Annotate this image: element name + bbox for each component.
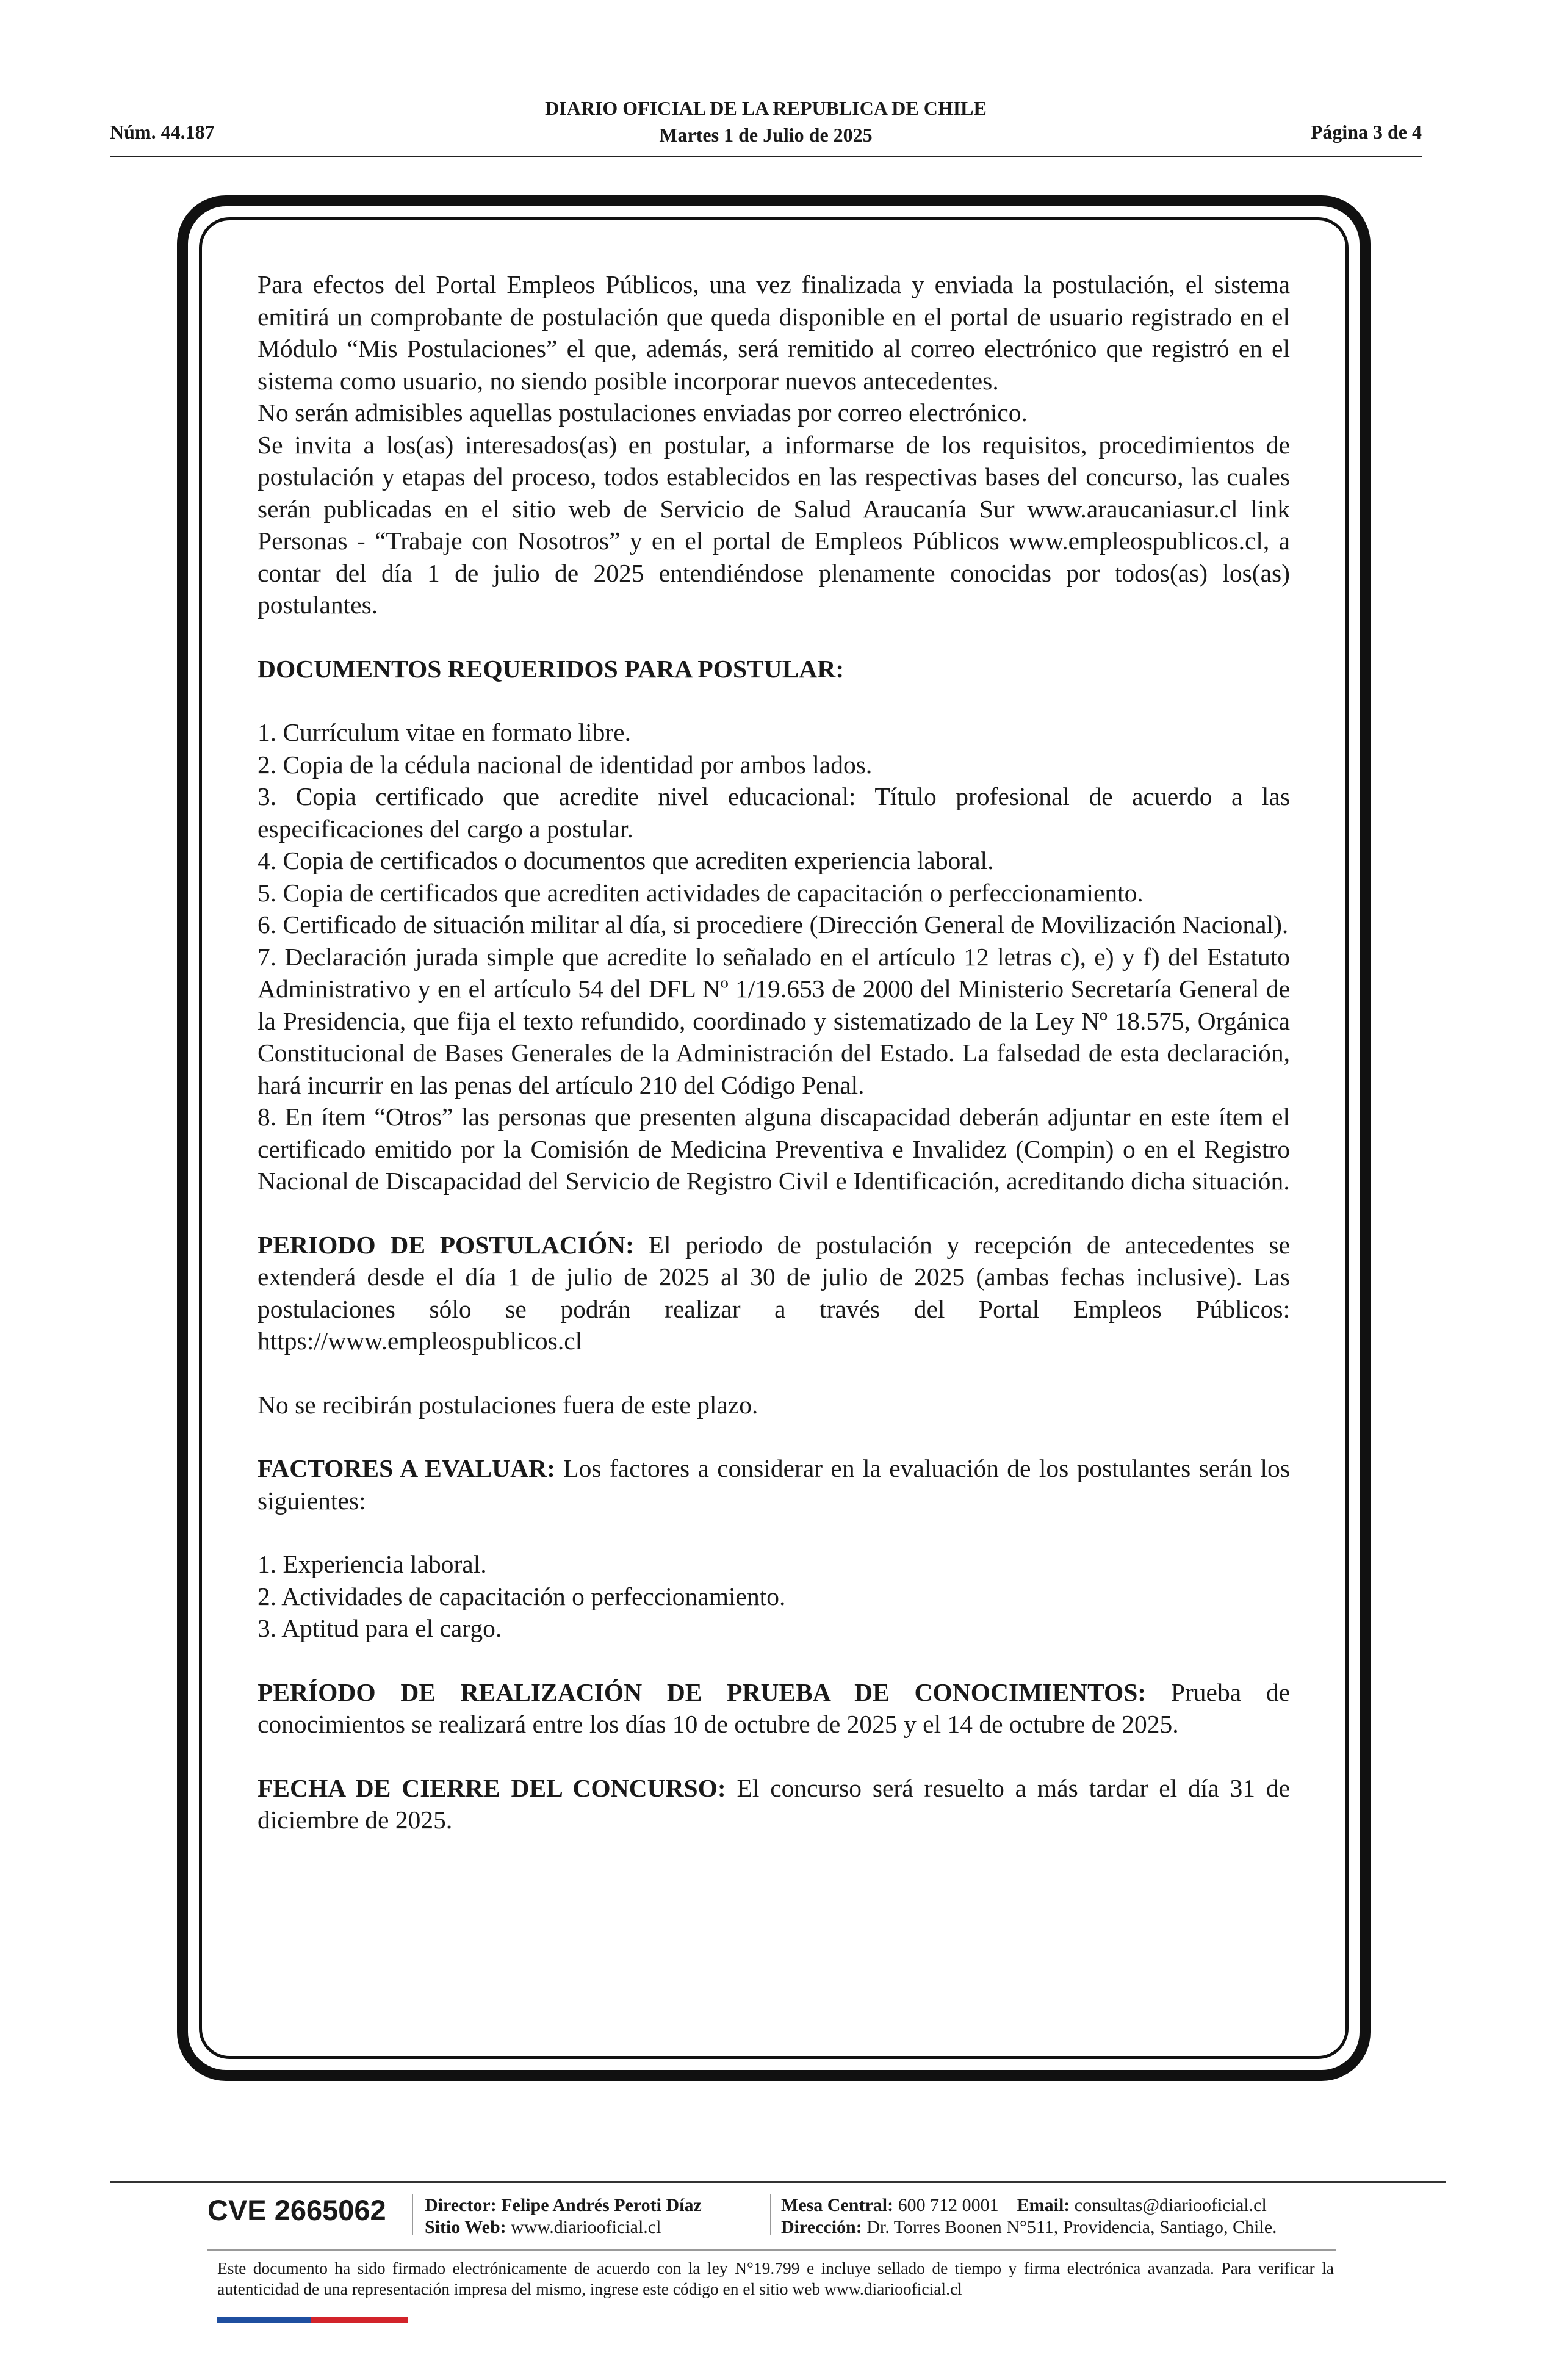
issue-date: Martes 1 de Julio de 2025 bbox=[659, 124, 873, 146]
footer-divider-thin bbox=[207, 2249, 1336, 2251]
paragraph-factores bbox=[258, 1452, 1290, 1516]
newspaper-title: DIARIO OFICIAL DE LA REPUBLICA DE CHILE bbox=[545, 97, 987, 119]
paragraph-no-admisibles: No serán admisibles aquellas postulaciones enviadas por correo electrónico. bbox=[258, 398, 1028, 427]
docs-item: 5. Copia de certificados que acrediten actividades de capacitación o perfeccionamiento. bbox=[258, 878, 1144, 907]
mesa-email-line: Mesa Central: 600 712 0001 Email: consultas@diariooficial.cl bbox=[781, 2195, 1267, 2215]
paragraph-comprobante: Para efectos del Portal Empleos Públicos, una vez finalizada y enviada la postulación, el sistema emitirá un comprobante de postulación que queda disponible en el portal de usuario registrado en el Módulo “Mis Postulaciones” el que, además, será remitido al correo electrónico que registró en el sistema como usuario, no siendo posible incorporar nuevos antecedentes. bbox=[258, 270, 1290, 395]
docs-item: 1. Currículum vitae en formato libre. bbox=[258, 718, 631, 746]
cierre-label: FECHA DE CIERRE DEL CONCURSO: bbox=[258, 1773, 726, 1802]
paragraph-prueba bbox=[258, 1676, 1290, 1740]
footer-divider bbox=[110, 2181, 1446, 2183]
prueba-label: PERÍODO DE REALIZACIÓN DE PRUEBA DE CONOCIMIENTOS: bbox=[258, 1678, 1147, 1706]
factores-text: Los factores a considerar en la evaluación de los postulantes serán los siguientes: bbox=[258, 1454, 1290, 1515]
paragraph-cierre bbox=[258, 1772, 1290, 1836]
paragraph-invitacion: Se invita a los(as) interesados(as) en postular, a informarse de los requisitos, procedimientos de postulación y etapas del proceso, todos establecidos en las respectivas bases del concurso, las cuales serán publicadas en el sitio web de Servicio de Salud Araucanía Sur www.araucaniasur.cl link Personas - “Trabaje con Nosotros” y en el portal de Empleos Públicos www.empleospublicos.cl, a contar del día 1 de julio de 2025 entendiéndose plenamente conocidas por todos(as) los(as) postulantes. bbox=[258, 430, 1290, 619]
cve-code: CVE 2665062 bbox=[207, 2194, 386, 2226]
paragraph-periodo bbox=[258, 1229, 1290, 1357]
docs-heading: DOCUMENTOS REQUERIDOS PARA POSTULAR: bbox=[258, 654, 845, 683]
footer-separator bbox=[412, 2194, 413, 2235]
docs-item: 7. Declaración jurada simple que acredite lo señalado en el artículo 12 letras c), e) y f) del Estatuto Administrativo y en el artículo 54 del DFL Nº 1/19.653 de 2000 del Ministerio Secretaría General de la Presidencia, que fija el texto refundido, coordinado y sistematizado de la Ley Nº 18.575, Orgánica Constitucional de Bases Generales de la Administración del Estado. La falsedad de esta declaración, hará incurrir en las penas del artículo 210 del Código Penal. bbox=[258, 942, 1290, 1099]
document-body bbox=[258, 269, 1290, 1836]
director-line: Director: Felipe Andrés Peroti Díaz bbox=[425, 2195, 702, 2215]
flag-bar-blue bbox=[217, 2317, 311, 2323]
email-link[interactable]: consultas@diariooficial.cl bbox=[1070, 2195, 1267, 2215]
footer-contact-block bbox=[781, 2194, 1277, 2238]
flag-bar-red bbox=[311, 2317, 408, 2323]
factores-label: FACTORES A EVALUAR: bbox=[258, 1454, 555, 1482]
sitio-web-line: Sitio Web: www.diariooficial.cl bbox=[425, 2217, 661, 2237]
direccion-line: Dirección: Dr. Torres Boonen N°511, Providencia, Santiago, Chile. bbox=[781, 2217, 1277, 2237]
page-number: Página 3 de 4 bbox=[1310, 121, 1422, 143]
header-divider bbox=[110, 156, 1422, 157]
footer-director-block bbox=[425, 2194, 702, 2238]
footer-separator bbox=[770, 2194, 771, 2235]
periodo-text: El periodo de postulación y recepción de antecedentes se extenderá desde el día 1 de julio de 2025 al 30 de julio de 2025 (ambas fechas inclusive). Las postulaciones sólo se podrán realizar a través del Portal Empleos Públicos: https://www.empleospublicos.cl bbox=[258, 1230, 1290, 1355]
factores-item: 2. Actividades de capacitación o perfeccionamiento. bbox=[258, 1582, 786, 1610]
docs-item: 6. Certificado de situación militar al día, si procediere (Dirección General de Movilización Nacional). bbox=[258, 911, 1289, 939]
sitio-web-link[interactable]: www.diariooficial.cl bbox=[506, 2217, 661, 2237]
paragraph-plazo: No se recibirán postulaciones fuera de este plazo. bbox=[258, 1390, 758, 1419]
prueba-text: Prueba de conocimientos se realizará entre los días 10 de octubre de 2025 y el 14 de octubre de 2025. bbox=[258, 1678, 1290, 1738]
issue-number: Núm. 44.187 bbox=[110, 121, 215, 143]
docs-item: 2. Copia de la cédula nacional de identidad por ambos lados. bbox=[258, 750, 873, 779]
factores-item: 1. Experiencia laboral. bbox=[258, 1550, 487, 1578]
footer-legal-note: Este documento ha sido firmado electrónicamente de acuerdo con la ley N°19.799 e incluye sellado de tiempo y firma electrónica avanzada. Para verificar la autenticidad de una representación impresa del mismo, ingrese este código en el sitio web www.diariooficial.cl bbox=[217, 2259, 1334, 2298]
docs-item: 3. Copia certificado que acredite nivel educacional: Título profesional de acuerdo a las especificaciones del cargo a postular. bbox=[258, 782, 1290, 843]
cierre-text: El concurso será resuelto a más tardar el día 31 de diciembre de 2025. bbox=[258, 1773, 1290, 1834]
page-header-title bbox=[0, 95, 1532, 148]
docs-item: 4. Copia de certificados o documentos que acrediten experiencia laboral. bbox=[258, 846, 994, 874]
docs-item: 8. En ítem “Otros” las personas que presenten alguna discapacidad deberán adjuntar en este ítem el certificado emitido por la Comisión de Medicina Preventiva e Invalidez (Compin) o en el Registro Nacional de Discapacidad del Servicio de Registro Civil e Identificación, acreditando dicha situación. bbox=[258, 1103, 1290, 1195]
periodo-label: PERIODO DE POSTULACIÓN: bbox=[258, 1230, 634, 1259]
factores-item: 3. Aptitud para el cargo. bbox=[258, 1614, 502, 1642]
